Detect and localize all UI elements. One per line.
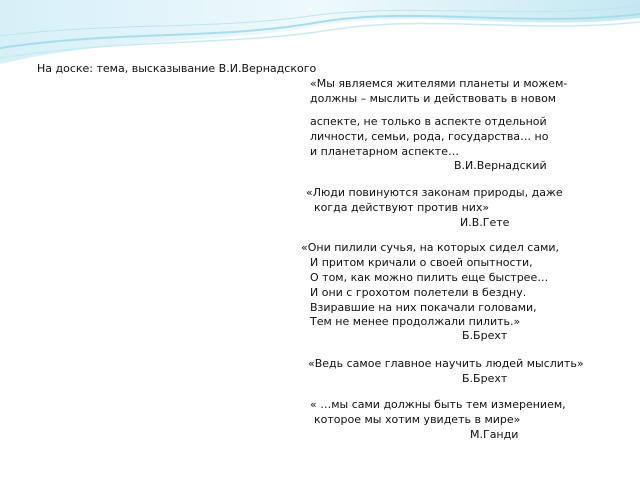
quote2-line-1: «Люди повинуются законам природы, даже: [306, 186, 563, 199]
quote3-line-3: О том, как можно пилить еще быстрее…: [310, 271, 549, 284]
quote5-line-2: которое мы хотим увидеть в мире»: [314, 413, 521, 426]
quote1-line-4: личности, семьи, рода, государства… но: [310, 130, 549, 143]
quote3-line-4: И они с грохотом полетели в бездну.: [310, 286, 527, 299]
quote4-line-1: «Ведь самое главное научить людей мыслить»: [308, 357, 584, 370]
quote1-line-5: и планетарном аспекте…: [310, 145, 459, 158]
quote2-line-2: когда действуют против них»: [314, 201, 490, 214]
quote2-author: И.В.Гете: [460, 216, 510, 229]
quote4-author: Б.Брехт: [462, 372, 508, 385]
quote5-author: М.Ганди: [470, 428, 519, 441]
quote3-line-1: «Они пилили сучья, на которых сидел сами,: [301, 241, 560, 254]
quote3-line-5: Взиравшие на них покачали головами,: [310, 301, 537, 314]
quote1-author: В.И.Вернадский: [454, 159, 547, 172]
quote3-line-6: Тем не менее продолжали пилить.»: [310, 315, 521, 328]
heading: На доске: тема, высказывание В.И.Вернадского: [37, 62, 317, 75]
quote3-line-2: И притом кричали о своей опытности,: [310, 256, 533, 269]
quote1-line-2: должны – мыслить и действовать в новом: [310, 92, 557, 105]
quote5-line-1: « …мы сами должны быть тем измерением,: [310, 398, 566, 411]
quote1-line-3: аспекте, не только в аспекте отдельной: [310, 115, 547, 128]
quote3-author: Б.Брехт: [462, 329, 508, 342]
quote1-line-1: «Мы являемся жителями планеты и можем-: [310, 77, 568, 90]
